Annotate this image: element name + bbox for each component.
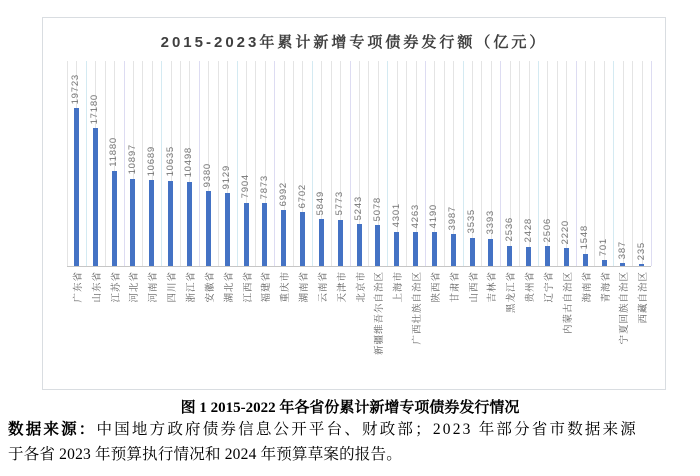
bar-column <box>293 61 312 303</box>
bar <box>602 260 607 266</box>
bar <box>338 220 343 266</box>
bar-value-label: 19723 <box>70 73 82 104</box>
bar <box>507 246 512 266</box>
bar-column <box>331 61 350 303</box>
bar-series <box>67 61 651 356</box>
category-label: 江西省 <box>242 271 254 303</box>
category-label: 安徽省 <box>204 271 216 303</box>
bar-column <box>406 61 425 345</box>
bar <box>394 232 399 267</box>
category-label: 内蒙古自治区 <box>562 271 574 335</box>
bar-value-label: 5078 <box>371 196 383 222</box>
bar <box>639 264 644 266</box>
bar-value-label: 3393 <box>484 210 496 235</box>
bar <box>74 108 79 266</box>
bar <box>225 193 230 266</box>
category-label: 山东省 <box>91 271 103 303</box>
category-label: 陕西省 <box>430 271 442 303</box>
bar <box>206 191 211 266</box>
bar <box>583 254 588 266</box>
bar <box>545 246 550 266</box>
plot-area <box>67 61 651 356</box>
category-label: 重庆市 <box>280 271 292 303</box>
category-label: 云南省 <box>317 271 329 303</box>
category-label: 河北省 <box>129 271 141 303</box>
category-label: 西藏自治区 <box>638 271 650 324</box>
bar <box>300 212 305 266</box>
figure-caption: 图 1 2015-2022 年各省份累计新增专项债券发行情况 <box>180 400 520 416</box>
bar-value-label: 9129 <box>221 164 233 189</box>
bar-column <box>142 61 161 303</box>
category-label: 海南省 <box>581 271 593 303</box>
bar-column <box>387 61 406 303</box>
category-label: 贵州省 <box>525 271 537 303</box>
bar-value-label: 7904 <box>240 174 252 199</box>
bar <box>564 248 569 266</box>
bar <box>149 180 154 266</box>
category-label: 湖北省 <box>223 271 235 303</box>
bar-column <box>237 61 256 303</box>
bar-column <box>124 61 143 303</box>
bar <box>93 128 98 266</box>
category-label: 河南省 <box>148 271 160 303</box>
category-label: 广西壮族自治区 <box>412 271 424 345</box>
bar <box>112 171 117 266</box>
category-label: 吉林省 <box>487 271 499 303</box>
bar-value-label: 701 <box>598 238 610 257</box>
category-label: 新疆维吾尔自治区 <box>374 271 386 356</box>
bar <box>526 247 531 267</box>
bar-value-label: 5773 <box>334 191 346 216</box>
bar-value-label: 10689 <box>145 145 157 177</box>
data-source-line2: 于各省 2023 年预算执行情况和 2024 年预算草案的报告。 <box>8 446 402 463</box>
bar-value-label: 3535 <box>466 209 478 234</box>
bar-column <box>613 61 632 345</box>
bar <box>432 232 437 266</box>
bar-value-label: 2506 <box>541 217 553 242</box>
bar-value-label: 387 <box>616 240 628 259</box>
bar-column <box>632 61 651 324</box>
bar-column <box>500 61 519 314</box>
data-source-label: 数据来源： <box>8 421 97 438</box>
category-label: 广东省 <box>72 271 84 303</box>
bar-value-label: 2428 <box>522 218 534 243</box>
category-label: 上海市 <box>393 271 405 303</box>
category-label: 江苏省 <box>110 271 122 303</box>
bar-value-label: 6992 <box>277 181 289 206</box>
bar <box>357 224 362 266</box>
bar <box>244 203 249 266</box>
bar <box>262 203 267 266</box>
bar-column <box>67 61 86 303</box>
data-source-paragraph <box>8 417 696 467</box>
category-label: 湖南省 <box>299 271 311 303</box>
category-label: 黑龙江省 <box>506 271 518 314</box>
category-label: 山西省 <box>468 271 480 303</box>
bar <box>319 219 324 266</box>
bar-value-label: 10498 <box>183 147 195 178</box>
bar-value-label: 6702 <box>296 183 308 209</box>
bar-column <box>463 61 482 303</box>
bar-column <box>444 61 463 303</box>
bar <box>130 179 135 266</box>
bar-value-label: 4263 <box>409 203 421 228</box>
chart-container <box>42 17 666 390</box>
bar-value-label: 17180 <box>89 93 101 125</box>
bar <box>281 210 286 266</box>
data-source-text1: 中国地方政府债券信息公开平台、财政部；2023 年部分省市数据来源 <box>96 421 638 438</box>
bar-value-label: 2220 <box>560 219 572 245</box>
bar-value-label: 9380 <box>202 162 214 187</box>
bar <box>451 234 456 266</box>
bar-column <box>538 61 557 303</box>
bar-value-label: 4301 <box>390 203 402 228</box>
bar-value-label: 5243 <box>353 195 365 220</box>
bar-value-label: 11880 <box>108 137 120 167</box>
bar-column <box>557 61 576 335</box>
bar-value-label: 10897 <box>126 144 138 175</box>
category-label: 青海省 <box>600 271 612 303</box>
bar <box>470 238 475 266</box>
bar-column <box>350 61 369 303</box>
bar <box>620 263 625 266</box>
category-label: 辽宁省 <box>544 271 556 303</box>
bar-column <box>86 61 105 303</box>
bar-value-label: 7873 <box>258 174 270 199</box>
category-label: 北京市 <box>355 271 367 303</box>
bar-value-label: 5849 <box>315 190 327 216</box>
category-label: 浙江省 <box>185 271 197 303</box>
category-label: 四川省 <box>167 271 179 303</box>
bar-column <box>105 61 124 303</box>
bar-column <box>218 61 237 303</box>
bar-value-label: 2536 <box>503 217 515 242</box>
chart-title: 2015-2023年累计新增专项债券发行额（亿元） <box>160 34 548 51</box>
bar <box>413 232 418 266</box>
bar <box>168 181 173 266</box>
bar <box>187 182 192 266</box>
category-label: 宁夏回族自治区 <box>619 271 631 345</box>
bar-column <box>312 61 331 303</box>
bar-column <box>425 61 444 303</box>
bar-value-label: 10635 <box>164 146 176 177</box>
bar-value-label: 235 <box>635 241 647 261</box>
bar-value-label: 4190 <box>428 204 440 229</box>
bar <box>488 239 493 266</box>
bar-value-label: 1548 <box>579 225 591 250</box>
bar-column <box>199 61 218 303</box>
bar-column <box>576 61 595 303</box>
data-source-line1 <box>8 417 696 442</box>
category-label: 福建省 <box>261 271 273 303</box>
bar-column <box>595 61 614 303</box>
category-label: 甘肃省 <box>449 271 461 303</box>
category-label: 天津市 <box>336 271 348 303</box>
bar-column <box>482 61 501 303</box>
bar-column <box>180 61 199 303</box>
bar <box>375 225 380 266</box>
bar-column <box>274 61 293 303</box>
bar-column <box>255 61 274 303</box>
bar-column <box>161 61 180 303</box>
bar-column <box>369 61 388 356</box>
bar-value-label: 3987 <box>447 205 459 231</box>
bar-column <box>519 61 538 303</box>
